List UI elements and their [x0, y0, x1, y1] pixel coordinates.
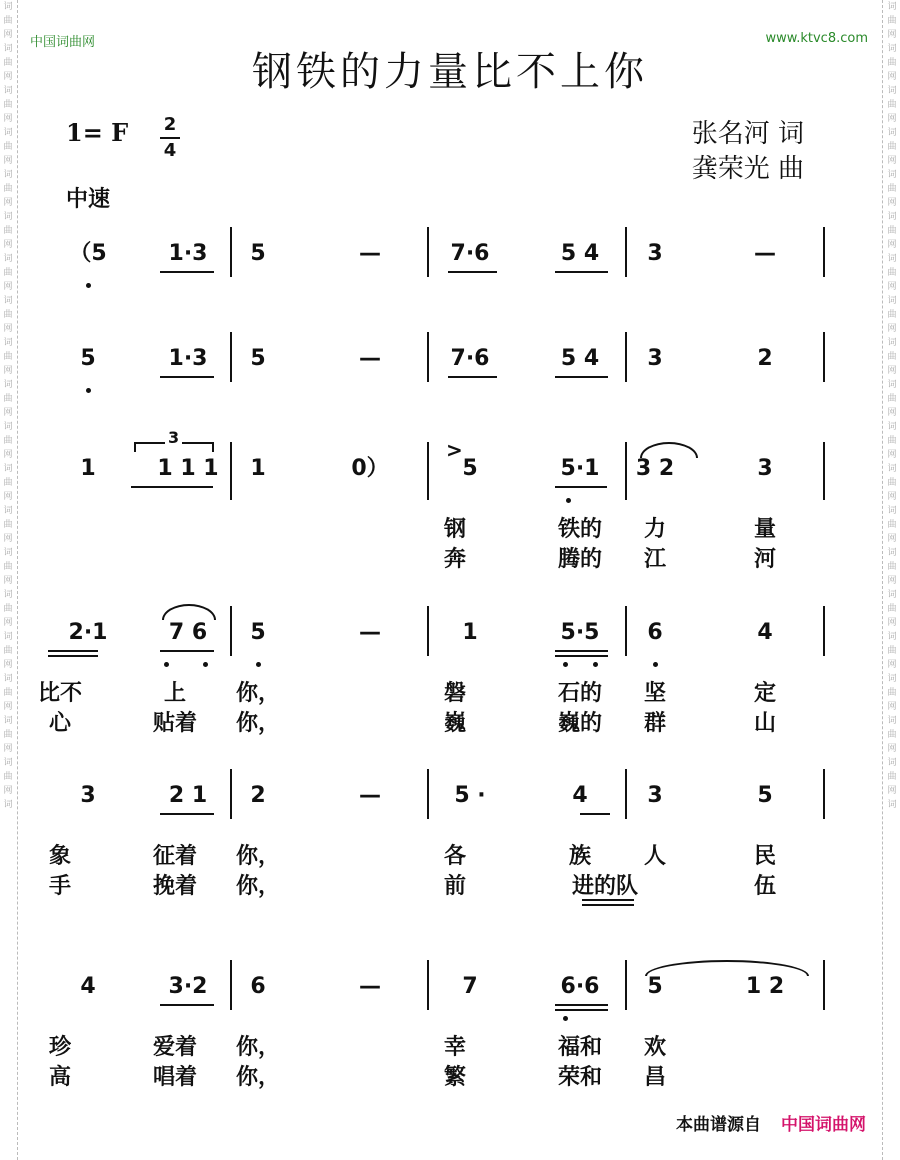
side-mark: 词: [887, 212, 897, 222]
lyricist-credit: 张名河 词: [691, 119, 804, 149]
side-mark: 曲: [887, 268, 897, 278]
lyric-line-2: 河: [753, 547, 777, 572]
lyric-line-1: 各: [443, 844, 467, 869]
side-mark: 词: [3, 590, 13, 600]
lyric-line-2: 前: [443, 874, 467, 899]
note: —: [754, 241, 776, 266]
note: 1·3: [168, 241, 208, 266]
side-mark: 网: [887, 534, 897, 544]
note: —: [359, 620, 381, 645]
barline: [823, 960, 825, 1010]
side-mark: 网: [887, 240, 897, 250]
side-mark: 曲: [3, 646, 13, 656]
barline: [823, 606, 825, 656]
footer-brand-link[interactable]: 中国词曲网: [781, 1115, 866, 1135]
barline: [427, 960, 429, 1010]
barline: [823, 227, 825, 277]
side-mark: 词: [3, 296, 13, 306]
side-mark: 曲: [3, 184, 13, 194]
side-mark: 曲: [3, 58, 13, 68]
side-mark: 词: [3, 380, 13, 390]
side-mark: 曲: [887, 16, 897, 26]
side-mark: 网: [887, 702, 897, 712]
side-mark: 曲: [3, 562, 13, 572]
barline: [823, 769, 825, 819]
side-mark: 词: [3, 464, 13, 474]
barline: [230, 227, 232, 277]
side-mark: 词: [887, 254, 897, 264]
side-mark: 词: [3, 422, 13, 432]
lyric-line-2: 巍的: [557, 711, 603, 736]
lyric-line-2: 你，: [235, 874, 281, 899]
lyric-line-1: 你，: [235, 1035, 281, 1060]
slur: [640, 442, 698, 458]
barline: [427, 442, 429, 500]
barline: [230, 769, 232, 819]
note: 2: [250, 783, 266, 808]
lyric-line-1: 力: [643, 517, 667, 542]
beam-underline: [555, 271, 608, 273]
octave-dot: [203, 662, 208, 667]
side-mark: 网: [887, 72, 897, 82]
slur: [645, 960, 809, 976]
left-margin-line: [17, 0, 18, 1160]
note: 6: [250, 974, 266, 999]
lyric-line-1: 幸: [443, 1035, 467, 1060]
side-mark: 词: [887, 44, 897, 54]
octave-dot: [566, 498, 571, 503]
side-mark: 网: [887, 450, 897, 460]
side-mark: 曲: [887, 520, 897, 530]
side-mark: 词: [3, 716, 13, 726]
note: 1 1 1: [157, 456, 219, 481]
note: 5·1: [560, 456, 600, 481]
note: 2 1: [168, 783, 208, 808]
side-mark: 网: [887, 660, 897, 670]
barline: [625, 442, 627, 500]
lyric-line-1: 钢: [443, 517, 467, 542]
side-mark: 词: [887, 548, 897, 558]
lyric-line-1: 民: [753, 844, 777, 869]
lyric-line-1: 征着: [152, 844, 198, 869]
beam-underline: [160, 650, 214, 652]
side-mark: 网: [3, 282, 13, 292]
accent-mark: >: [446, 438, 463, 462]
lyric-underline: [582, 899, 634, 901]
side-mark: 词: [3, 506, 13, 516]
time-signature-bottom: 4: [163, 140, 177, 161]
side-mark: 曲: [887, 478, 897, 488]
note: 5: [250, 346, 266, 371]
lyric-line-2: 挽着: [152, 874, 198, 899]
footer-source: [676, 1110, 866, 1135]
barline: [625, 227, 627, 277]
octave-dot: [653, 662, 658, 667]
lyric-line-2: 贴着: [152, 711, 198, 736]
side-mark: 曲: [3, 310, 13, 320]
note: 1 2: [745, 974, 785, 999]
side-mark: 网: [3, 744, 13, 754]
barline: [823, 332, 825, 382]
side-mark: 网: [3, 366, 13, 376]
lyric-line-1: 福和: [557, 1035, 603, 1060]
lyric-line-1: 定: [753, 681, 777, 706]
right-watermark-strip: [884, 0, 900, 1160]
side-mark: 曲: [3, 352, 13, 362]
note: 3: [647, 346, 663, 371]
note: —: [359, 974, 381, 999]
note: 7: [462, 974, 478, 999]
lyric-line-2: 群: [643, 711, 667, 736]
note: 5: [757, 783, 773, 808]
side-mark: 曲: [3, 478, 13, 488]
octave-dot: [256, 662, 261, 667]
key-signature: 1= F: [66, 118, 129, 147]
side-mark: 词: [887, 380, 897, 390]
lyric-line-1: 象: [48, 844, 72, 869]
note: 6: [647, 620, 663, 645]
note: 2: [757, 346, 773, 371]
time-signature-line: [160, 137, 180, 139]
side-mark: 网: [3, 30, 13, 40]
beam-underline: [48, 650, 98, 652]
note: 5 ·: [454, 783, 486, 808]
lyric-line-2: 你，: [235, 711, 281, 736]
side-mark: 词: [3, 800, 13, 810]
side-mark: 网: [3, 492, 13, 502]
side-mark: 曲: [887, 142, 897, 152]
side-mark: 词: [3, 338, 13, 348]
lyric-line-1: 欢: [643, 1035, 667, 1060]
note: 5 4: [560, 241, 600, 266]
note: 1: [250, 456, 266, 481]
lyric-line-1: 比不: [37, 681, 83, 706]
side-mark: 网: [3, 702, 13, 712]
barline: [625, 606, 627, 656]
note: 5 4: [560, 346, 600, 371]
barline: [427, 769, 429, 819]
lyric-line-2: 唱着: [152, 1065, 198, 1090]
note: 3·2: [168, 974, 208, 999]
lyric-line-2: 高: [48, 1065, 72, 1090]
side-mark: 网: [3, 156, 13, 166]
tempo-marking: 中速: [66, 187, 111, 212]
beam-underline: [160, 813, 214, 815]
note: 4: [80, 974, 96, 999]
lyric-line-2: 腾的: [557, 547, 603, 572]
side-mark: 曲: [887, 604, 897, 614]
side-mark: 词: [887, 506, 897, 516]
side-mark: 词: [887, 338, 897, 348]
side-mark: 曲: [3, 100, 13, 110]
side-mark: 网: [887, 492, 897, 502]
side-mark: 曲: [887, 436, 897, 446]
side-mark: 曲: [3, 142, 13, 152]
side-mark: 网: [887, 30, 897, 40]
lyric-line-1: 你，: [235, 681, 281, 706]
side-mark: 词: [887, 758, 897, 768]
barline: [230, 606, 232, 656]
left-watermark-strip: [0, 0, 16, 1160]
side-mark: 曲: [887, 394, 897, 404]
lyric-line-2: 心: [48, 711, 72, 736]
beam-underline: [580, 813, 610, 815]
side-mark: 曲: [3, 730, 13, 740]
note: 5·5: [560, 620, 600, 645]
lyric-line-2: 繁: [443, 1065, 467, 1090]
lyric-line-1: 量: [753, 517, 777, 542]
side-mark: 网: [887, 618, 897, 628]
note: 5: [647, 974, 663, 999]
side-mark: 词: [887, 716, 897, 726]
site-name-left[interactable]: 中国词曲网: [30, 35, 96, 50]
barline: [427, 606, 429, 656]
beam-underline: [160, 376, 214, 378]
side-mark: 曲: [3, 16, 13, 26]
side-mark: 网: [3, 576, 13, 586]
side-mark: 网: [3, 198, 13, 208]
lyric-line-1: 你，: [235, 844, 281, 869]
side-mark: 网: [887, 786, 897, 796]
note: —: [359, 783, 381, 808]
beam-underline: [555, 376, 608, 378]
beam-underline: [160, 271, 214, 273]
side-mark: 词: [887, 2, 897, 12]
side-mark: 网: [3, 786, 13, 796]
time-signature-top: 2: [163, 114, 177, 135]
note: （5: [69, 241, 107, 266]
side-mark: 网: [887, 744, 897, 754]
lyric-line-1: 磐: [443, 681, 467, 706]
beam-underline: [555, 1004, 608, 1006]
side-mark: 曲: [887, 226, 897, 236]
note: —: [359, 346, 381, 371]
note: 4: [757, 620, 773, 645]
side-mark: 网: [3, 72, 13, 82]
time-signature: [160, 114, 180, 162]
side-mark: 曲: [3, 772, 13, 782]
note: 6·6: [560, 974, 600, 999]
lyric-line-2: 伍: [753, 874, 777, 899]
lyric-line-1: 石的: [557, 681, 603, 706]
octave-dot: [563, 1016, 568, 1021]
side-mark: 网: [3, 450, 13, 460]
barline: [427, 332, 429, 382]
side-mark: 曲: [3, 688, 13, 698]
note: 3: [757, 456, 773, 481]
beam-underline: [555, 655, 608, 657]
side-mark: 词: [3, 758, 13, 768]
side-mark: 曲: [887, 352, 897, 362]
side-mark: 词: [3, 170, 13, 180]
note: 7·6: [450, 241, 490, 266]
side-mark: 网: [887, 366, 897, 376]
side-mark: 曲: [3, 436, 13, 446]
side-mark: 曲: [887, 184, 897, 194]
lyric-line-1: 坚: [643, 681, 667, 706]
note: 5: [250, 241, 266, 266]
note: 4: [572, 783, 588, 808]
note: —: [359, 241, 381, 266]
note: 0）: [351, 456, 389, 481]
note: 5: [80, 346, 96, 371]
side-mark: 词: [887, 170, 897, 180]
beam-underline: [448, 271, 497, 273]
side-mark: 词: [3, 2, 13, 12]
note: 5: [250, 620, 266, 645]
lyric-line-2: 江: [643, 547, 667, 572]
side-mark: 网: [3, 660, 13, 670]
side-mark: 网: [887, 198, 897, 208]
side-mark: 网: [3, 240, 13, 250]
side-mark: 曲: [887, 646, 897, 656]
side-mark: 曲: [3, 268, 13, 278]
right-margin-line: [882, 0, 883, 1160]
octave-dot: [563, 662, 568, 667]
side-mark: 曲: [3, 604, 13, 614]
barline: [625, 332, 627, 382]
side-mark: 词: [887, 632, 897, 642]
side-mark: 词: [3, 212, 13, 222]
side-mark: 网: [887, 324, 897, 334]
barline: [823, 442, 825, 500]
note: 3: [647, 783, 663, 808]
side-mark: 曲: [887, 688, 897, 698]
lyric-line-2: 昌: [643, 1065, 667, 1090]
side-mark: 网: [887, 576, 897, 586]
barline: [625, 960, 627, 1010]
side-mark: 曲: [887, 58, 897, 68]
lyric-line-2: 山: [753, 711, 777, 736]
footer-source-text: 本曲谱源自: [676, 1115, 761, 1135]
side-mark: 词: [887, 422, 897, 432]
beam-underline: [48, 655, 98, 657]
side-mark: 词: [3, 254, 13, 264]
side-mark: 曲: [887, 730, 897, 740]
side-mark: 词: [887, 674, 897, 684]
note: 3: [80, 783, 96, 808]
side-mark: 词: [3, 632, 13, 642]
side-mark: 词: [3, 86, 13, 96]
page-title: 钢铁的力量比不上你: [252, 49, 648, 95]
composer-credit: 龚荣光 曲: [691, 154, 804, 184]
octave-dot: [86, 388, 91, 393]
lyric-line-2: 进的队: [571, 874, 639, 899]
lyric-line-2: 奔: [443, 547, 467, 572]
octave-dot: [164, 662, 169, 667]
lyric-line-1: 族: [568, 844, 592, 869]
side-mark: 曲: [3, 520, 13, 530]
lyric-line-2: 你，: [235, 1065, 281, 1090]
side-mark: 曲: [3, 394, 13, 404]
side-mark: 曲: [887, 772, 897, 782]
side-mark: 网: [3, 408, 13, 418]
side-mark: 词: [887, 590, 897, 600]
site-url-right[interactable]: www.ktvc8.com: [765, 31, 868, 46]
lyric-underline: [582, 904, 634, 906]
beam-underline: [555, 1009, 608, 1011]
side-mark: 曲: [3, 226, 13, 236]
beam-underline: [448, 376, 497, 378]
lyric-line-2: 手: [48, 874, 72, 899]
side-mark: 网: [887, 408, 897, 418]
triplet-number: 3: [165, 428, 182, 447]
side-mark: 词: [3, 128, 13, 138]
side-mark: 网: [3, 534, 13, 544]
side-mark: 词: [887, 464, 897, 474]
note: 1·3: [168, 346, 208, 371]
note: 7·6: [450, 346, 490, 371]
lyric-line-1: 珍: [48, 1035, 72, 1060]
beam-underline: [160, 1004, 214, 1006]
lyric-line-1: 爱着: [152, 1035, 198, 1060]
side-mark: 网: [887, 114, 897, 124]
side-mark: 词: [887, 128, 897, 138]
slur: [162, 604, 216, 620]
side-mark: 网: [887, 282, 897, 292]
note: 3 2: [635, 456, 675, 481]
note: 1: [80, 456, 96, 481]
note: 3: [647, 241, 663, 266]
barline: [230, 960, 232, 1010]
note: 2·1: [68, 620, 108, 645]
side-mark: 曲: [887, 310, 897, 320]
lyric-line-1: 上: [163, 681, 187, 706]
side-mark: 词: [3, 674, 13, 684]
side-mark: 曲: [887, 562, 897, 572]
barline: [625, 769, 627, 819]
side-mark: 词: [887, 86, 897, 96]
lyric-line-1: 铁的: [557, 517, 603, 542]
octave-dot: [593, 662, 598, 667]
side-mark: 词: [3, 548, 13, 558]
beam-underline: [555, 486, 607, 488]
note: 7 6: [168, 620, 208, 645]
barline: [427, 227, 429, 277]
lyric-line-2: 巍: [443, 711, 467, 736]
side-mark: 网: [3, 114, 13, 124]
note: 5: [462, 456, 478, 481]
lyric-line-1: 人: [643, 844, 667, 869]
barline: [230, 442, 232, 500]
side-mark: 词: [887, 800, 897, 810]
side-mark: 词: [887, 296, 897, 306]
octave-dot: [86, 283, 91, 288]
side-mark: 网: [887, 156, 897, 166]
lyric-line-2: 荣和: [557, 1065, 603, 1090]
side-mark: 曲: [887, 100, 897, 110]
beam-underline: [555, 650, 608, 652]
note: 1: [462, 620, 478, 645]
side-mark: 网: [3, 618, 13, 628]
barline: [230, 332, 232, 382]
side-mark: 网: [3, 324, 13, 334]
beam-underline: [131, 486, 213, 488]
side-mark: 词: [3, 44, 13, 54]
